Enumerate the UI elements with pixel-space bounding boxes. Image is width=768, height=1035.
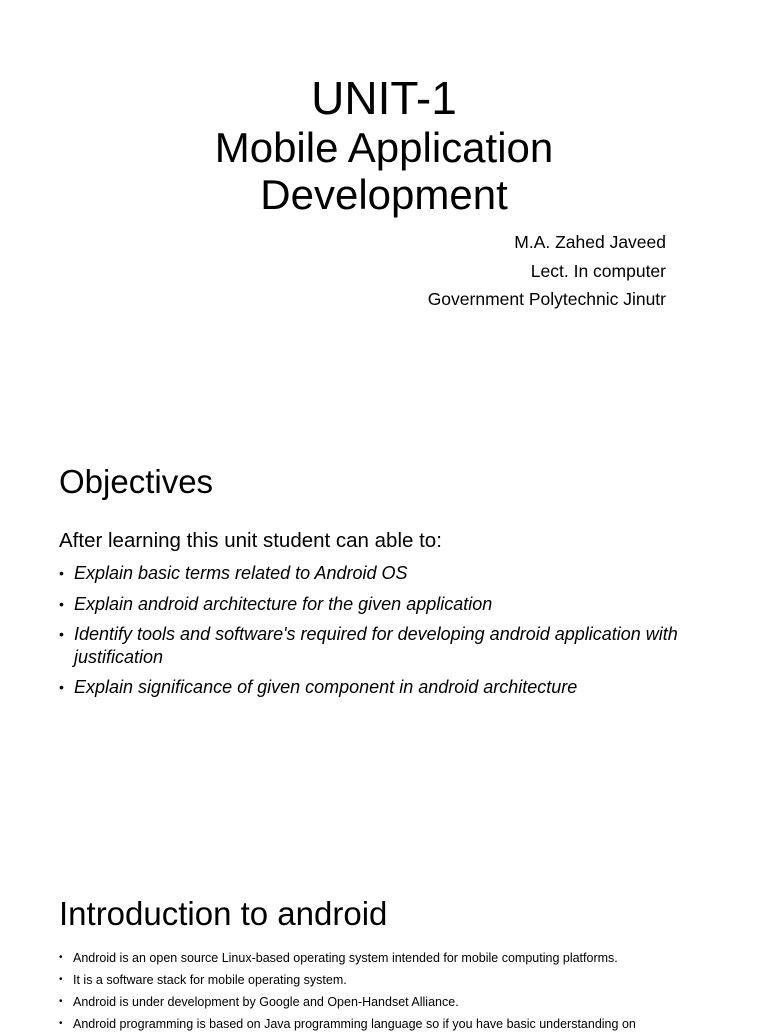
objective-text: Explain basic terms related to Android OS <box>74 563 408 583</box>
unit-title: UNIT-1 <box>311 72 457 124</box>
objective-text: Identify tools and software's required for developing android application with justification <box>74 624 678 667</box>
objective-text: Explain android architecture for the given application <box>74 593 493 614</box>
author-role: Lect. In computer <box>530 260 666 281</box>
course-title <box>0 124 768 218</box>
introduction-text: Android is an open source Linux-based operating system intended for mobile computing platforms. <box>73 951 618 965</box>
introduction-text: Android programming is based on Java programming language so if you have basic understanding on <box>73 1017 636 1031</box>
introduction-text: Android is under development by Google and Open-Handset Alliance. <box>73 995 459 1009</box>
introduction-item <box>59 991 739 1013</box>
introduction-heading: Introduction to android <box>59 895 388 932</box>
introduction-item <box>59 1013 739 1035</box>
introduction-list <box>59 947 739 1035</box>
author-block <box>428 228 666 314</box>
objective-item <box>59 623 719 668</box>
objectives-intro: After learning this unit student can able to: <box>59 529 442 552</box>
course-title-line-2: Development <box>260 171 508 218</box>
course-title-line-1: Mobile Application <box>214 124 554 171</box>
introduction-item <box>59 947 739 969</box>
introduction-slide <box>0 880 768 1031</box>
introduction-item <box>59 969 739 991</box>
objective-item <box>59 676 719 699</box>
bullet-icon: • <box>59 595 64 612</box>
objectives-heading: Objectives <box>59 463 214 500</box>
bullet-icon: • <box>59 974 63 985</box>
bullet-icon: • <box>59 1018 63 1029</box>
objective-item <box>59 593 719 616</box>
bullet-icon: • <box>59 996 63 1007</box>
objective-item <box>59 562 719 585</box>
bullet-icon: • <box>59 952 63 963</box>
objective-text: Explain significance of given component in android architecture <box>74 677 578 697</box>
title-slide <box>0 0 768 420</box>
bullet-icon: • <box>59 565 64 581</box>
introduction-text: It is a software stack for mobile operating system. <box>73 973 347 987</box>
author-institution: Government Polytechnic Jinutr <box>427 289 666 309</box>
author-name: M.A. Zahed Javeed <box>514 232 666 252</box>
objectives-slide <box>0 440 768 840</box>
objectives-list <box>59 562 719 707</box>
bullet-icon: • <box>59 626 64 642</box>
bullet-icon: • <box>59 679 64 695</box>
